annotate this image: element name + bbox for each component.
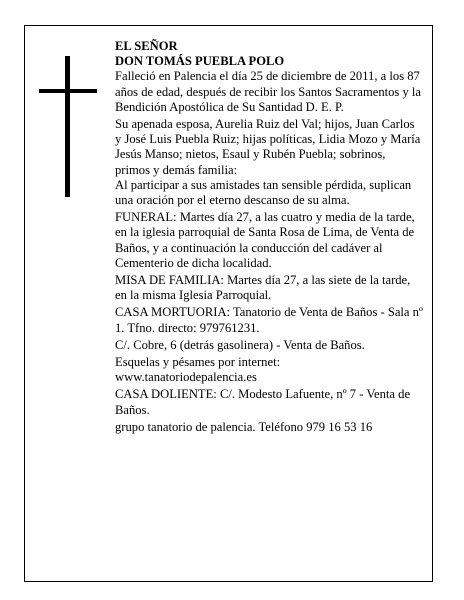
mourning-house-info: CASA DOLIENTE: C/. Modesto Lafuente, nº 7 - Venta de Baños.	[115, 387, 411, 417]
funeral-info: FUNERAL: Martes día 27, a las cuatro y media de la tarde, en la iglesia parroquial de Santa Rosa de Lima, de Venta de Baños, y a continuación la conducción del cadáver al Cementerio de dicha localidad.	[115, 210, 415, 270]
funeral-group-phone: grupo tanatorio de palencia. Teléfono 979 16 53 16	[115, 419, 373, 434]
obituary-frame	[24, 25, 433, 582]
obituary-text	[115, 39, 423, 435]
prayer-request: Al participar a sus amistades tan sensible pérdida, suplican una oración por el eterno descanso de su alma.	[115, 177, 412, 208]
cross-vertical-bar	[65, 56, 70, 197]
deceased-name: DON TOMÁS PUEBLA POLO	[115, 54, 285, 69]
website-link[interactable]: www.tanatoriodepalencia.es	[115, 370, 257, 385]
cross-horizontal-bar	[39, 89, 97, 93]
death-announcement: Falleció en Palencia el día 25 de diciembre de 2011, a los 87 años de edad, después de recibir los Santos Sacramentos y la Bendición Apostólica de Su Santidad D. E. P.	[115, 69, 422, 114]
internet-condolences-label: Esquelas y pésames por internet:	[115, 355, 281, 370]
family-mass-info: MISA DE FAMILIA: Martes día 27, a las siete de la tarde, en la misma Iglesia Parroquial.	[115, 273, 411, 303]
title-line-1: EL SEÑOR	[115, 39, 178, 53]
funeral-home-address: C/. Cobre, 6 (detrás gasolinera) - Venta de Baños.	[115, 337, 365, 352]
family-list: Su apenada esposa, Aurelia Ruiz del Val; hijos, Juan Carlos y José Luis Puebla Ruiz; hijas políticas, Lidia Mozo y María Jesús Manso; nietos, Esaul y Rubén Puebla; sobrinos, primos y demás familia:	[115, 117, 421, 177]
funeral-home-info: CASA MORTUORIA: Tanatorio de Venta de Baños - Sala nº 1. Tfno. directo: 979761231.	[115, 305, 423, 335]
